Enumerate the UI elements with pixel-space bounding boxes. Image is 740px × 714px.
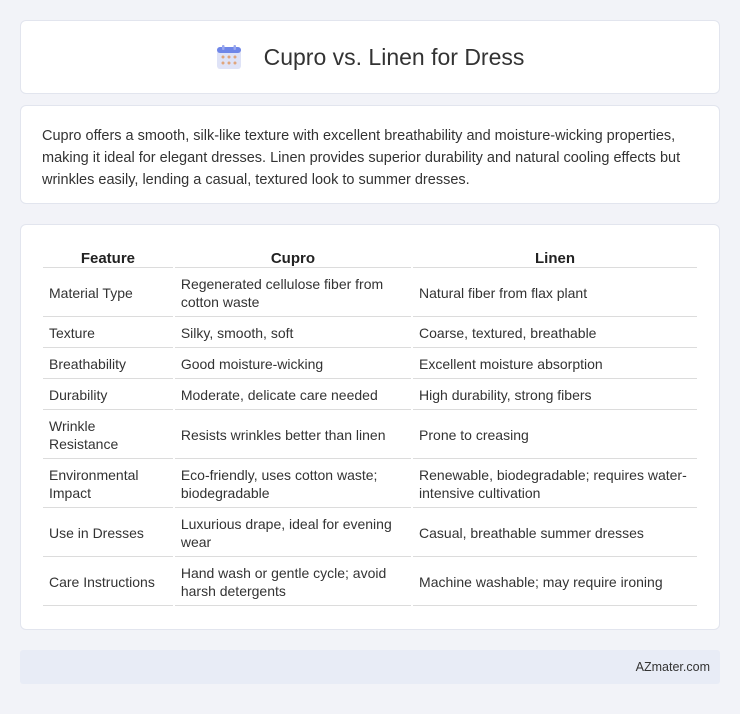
row-cupro: Luxurious drape, ideal for evening wear xyxy=(175,510,411,557)
row-cupro: Eco-friendly, uses cotton waste; biodegradable xyxy=(175,461,411,508)
table-row xyxy=(43,381,697,410)
table-card xyxy=(20,224,720,630)
row-cupro: Resists wrinkles better than linen xyxy=(175,412,411,459)
row-cupro: Moderate, delicate care needed xyxy=(175,381,411,410)
row-feature: Wrinkle Resistance xyxy=(43,412,173,459)
row-linen: Prone to creasing xyxy=(413,412,697,459)
summary-text: Cupro offers a smooth, silk-like texture with excellent breathability and moisture-wicking properties, making it ideal for elegant dresses. Linen provides superior durability and natural cooling effects but wrinkles easily, lending a casual, textured look to summer dresses. xyxy=(42,128,681,188)
row-feature: Material Type xyxy=(43,270,173,317)
row-linen: Machine washable; may require ironing xyxy=(413,559,697,606)
table-header-row xyxy=(43,247,697,268)
table-row xyxy=(43,510,697,557)
header-cupro: Cupro xyxy=(175,247,411,268)
row-linen: Casual, breathable summer dresses xyxy=(413,510,697,557)
row-cupro: Silky, smooth, soft xyxy=(175,319,411,348)
table-row xyxy=(43,319,697,348)
table-row xyxy=(43,461,697,508)
row-feature: Texture xyxy=(43,319,173,348)
header-linen: Linen xyxy=(413,247,697,268)
title-card xyxy=(20,20,720,94)
page-title: Cupro vs. Linen for Dress xyxy=(263,43,525,70)
row-cupro: Regenerated cellulose fiber from cotton waste xyxy=(175,270,411,317)
row-linen: High durability, strong fibers xyxy=(413,381,697,410)
row-linen: Renewable, biodegradable; requires water-intensive cultivation xyxy=(413,461,697,508)
row-feature: Care Instructions xyxy=(43,559,173,606)
row-cupro: Good moisture-wicking xyxy=(175,350,411,379)
comparison-table xyxy=(41,245,699,608)
footer-brand[interactable]: AZmater.com xyxy=(635,660,710,674)
calendar-icon xyxy=(216,44,242,70)
table-row xyxy=(43,559,697,606)
summary-card xyxy=(20,105,720,204)
title-wrap xyxy=(216,44,525,71)
row-feature: Environmental Impact xyxy=(43,461,173,508)
row-linen: Coarse, textured, breathable xyxy=(413,319,697,348)
table-row xyxy=(43,350,697,379)
row-feature: Durability xyxy=(43,381,173,410)
footer xyxy=(20,650,720,684)
row-feature: Breathability xyxy=(43,350,173,379)
row-feature: Use in Dresses xyxy=(43,510,173,557)
row-linen: Natural fiber from flax plant xyxy=(413,270,697,317)
header-feature: Feature xyxy=(43,247,173,268)
row-linen: Excellent moisture absorption xyxy=(413,350,697,379)
table-row xyxy=(43,412,697,459)
row-cupro: Hand wash or gentle cycle; avoid harsh detergents xyxy=(175,559,411,606)
table-row xyxy=(43,270,697,317)
